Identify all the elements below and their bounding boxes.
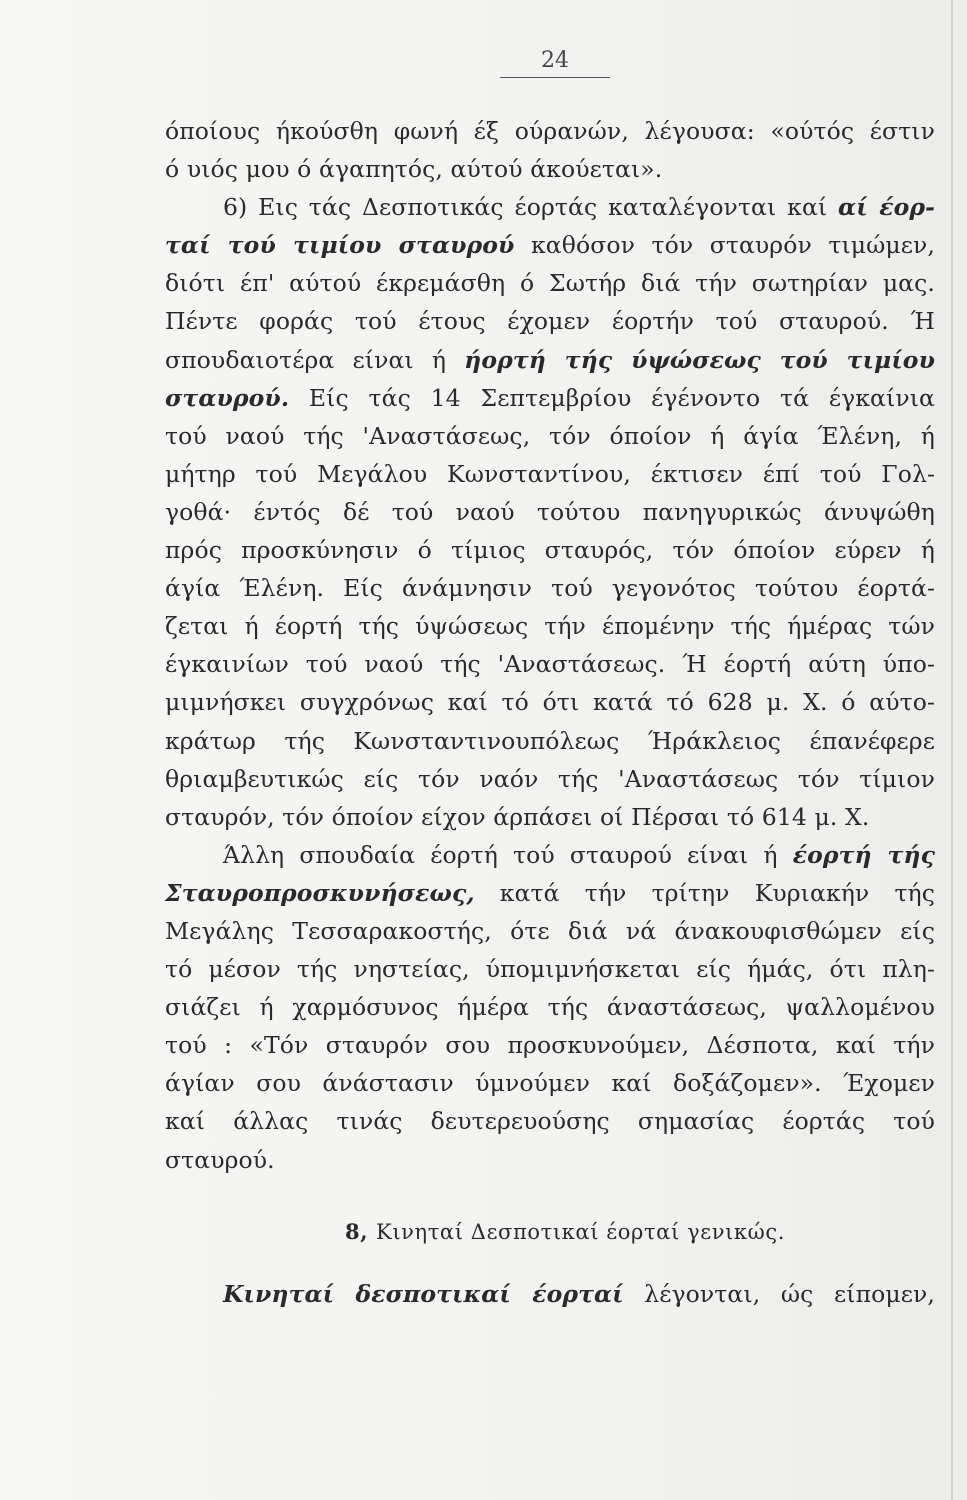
text-line	[165, 607, 935, 645]
emphasized-text: ταί τού τιμίου σταυρού	[165, 231, 515, 260]
text-line	[165, 569, 935, 607]
text-segment: άγία Έλένη. Είς άνάμνησιν τού γεγονότος τούτου έορτά-	[165, 574, 935, 603]
section-heading	[165, 1213, 935, 1251]
text-segment: κράτωρ τής Κωνσταντινουπόλεως Ήράκλειος έπανέφερε	[165, 726, 935, 755]
text-segment: τό μέσον τής νηστείας, ύπομιμνήσκεται είς ήμάς, ότι πλη-	[165, 955, 935, 984]
text-segment: άγίαν σου άνάστασιν ύμνούμεν καί δοξάζομεν». Έχομεν	[165, 1069, 935, 1098]
text-segment: γοθά· έντός δέ τού ναού τούτου πανηγυρικώς άνυψώθη	[165, 497, 935, 526]
text-segment: καθόσον τόν σταυρόν τιμώμεν,	[514, 231, 935, 260]
text-line	[165, 302, 935, 340]
emphasized-text: ήορτή τής ύψώσεως τού τιμίου	[464, 345, 935, 374]
text-line	[165, 798, 935, 836]
text-line	[165, 760, 935, 798]
text-line	[165, 1102, 935, 1140]
page-number: 24	[541, 48, 569, 73]
text-segment: διότι έπ' αύτού έκρεμάσθη ό Σωτήρ διά τήν σωτηρίαν μας.	[165, 269, 935, 298]
text-segment: καί άλλας τινάς δευτερευούσης σημασίας έορτάς τού	[165, 1107, 935, 1136]
emphasized-text: σταυρού.	[165, 383, 290, 412]
text-line	[165, 531, 935, 569]
text-segment: έγκαινίων τού ναού τής 'Αναστάσεως. Ή έορτή αύτη ύπο-	[165, 650, 935, 679]
text-segment: Άλλη σπουδαία έορτή τού σταυρού είναι ή	[223, 840, 793, 869]
text-segment: Πέντε φοράς τού έτους έχομεν έορτήν τού σταυρού. Ή	[165, 307, 935, 336]
text-line	[165, 226, 935, 264]
emphasized-text: Κινηταί δεσποτικαί έορταί	[223, 1279, 624, 1308]
text-segment: τού ναού τής 'Αναστάσεως, τόν όποίον ή άγία Έλένη, ή	[165, 421, 935, 450]
emphasized-text: Σταυροπροσκυνήσεως,	[165, 878, 475, 907]
text-line	[165, 645, 935, 683]
section-gap	[165, 1251, 935, 1275]
text-line	[165, 150, 935, 188]
section-number: 8,	[344, 1218, 377, 1244]
text-line	[165, 912, 935, 950]
text-segment: πρός προσκύνησιν ό τίμιος σταυρός, τόν όποίον εύρεν ή	[165, 536, 935, 565]
text-segment: σπουδαιοτέρα είναι ή	[165, 345, 465, 374]
text-line	[165, 112, 935, 150]
text-segment: Είς τάς 14 Σεπτεμβρίου έγένοντο τά έγκαίνια	[289, 383, 935, 412]
page-edge	[951, 0, 953, 1500]
text-line	[165, 1026, 935, 1064]
section-gap	[165, 1179, 935, 1213]
text-line	[165, 1064, 935, 1102]
emphasized-text: αί έορ-	[838, 193, 935, 222]
text-line	[165, 264, 935, 302]
text-line	[165, 874, 935, 912]
text-segment: κατά τήν τρίτην Κυριακήν τής	[474, 878, 935, 907]
emphasized-text: έορτή τής	[792, 840, 935, 869]
text-segment: μιμνήσκει συγχρόνως καί τό ότι κατά τό 628 μ. Χ. ό αύτο-	[165, 688, 935, 717]
text-segment: θριαμβευτικώς είς τόν ναόν τής 'Αναστάσεως τόν τίμιον	[165, 764, 935, 793]
text-segment: σταυρόν, τόν όποίον είχον άρπάσει οί Πέρσαι τό 614 μ. Χ.	[165, 802, 870, 831]
text-line	[165, 341, 935, 379]
text-segment: τού : «Τόν σταυρόν σου προσκυνούμεν, Δέσποτα, καί τήν	[165, 1031, 935, 1060]
text-line	[165, 455, 935, 493]
text-segment: σταυρού.	[165, 1145, 275, 1174]
section-title: Κινηταί Δεσποτικαί έορταί γενικώς.	[376, 1219, 785, 1244]
text-line	[165, 950, 935, 988]
text-segment: όποίους ήκούσθη φωνή έξ ούρανών, λέγουσα: «ούτός έστιν	[165, 117, 935, 145]
text-line	[165, 1141, 935, 1179]
text-segment: ό υιός μου ό άγαπητός, αύτού άκούεται».	[165, 155, 663, 184]
body-text	[165, 112, 935, 1313]
text-line	[165, 188, 935, 226]
text-segment: σιάζει ή χαρμόσυνος ήμέρα τής άναστάσεως, ψαλλομένου	[165, 993, 935, 1022]
text-segment: ζεται ή έορτή τής ύψώσεως τήν έπομένην τής ήμέρας τών	[165, 612, 935, 641]
text-line	[165, 836, 935, 874]
text-line	[165, 1275, 935, 1313]
text-segment: μήτηρ τού Μεγάλου Κωνσταντίνου, έκτισεν έπί τού Γολ-	[165, 459, 935, 488]
text-line	[165, 988, 935, 1026]
text-line	[165, 493, 935, 531]
text-line	[165, 722, 935, 760]
text-line	[165, 683, 935, 721]
page-number-rule	[500, 77, 610, 78]
text-segment: Μεγάλης Τεσσαρακοστής, ότε διά νά άνακουφισθώμεν είς	[165, 916, 935, 945]
text-line	[165, 379, 935, 417]
text-segment: λέγονται, ώς είπομεν,	[623, 1279, 935, 1308]
text-line	[165, 417, 935, 455]
text-segment: 6) Εις τάς Δεσποτικάς έορτάς καταλέγονται καί	[223, 193, 839, 222]
